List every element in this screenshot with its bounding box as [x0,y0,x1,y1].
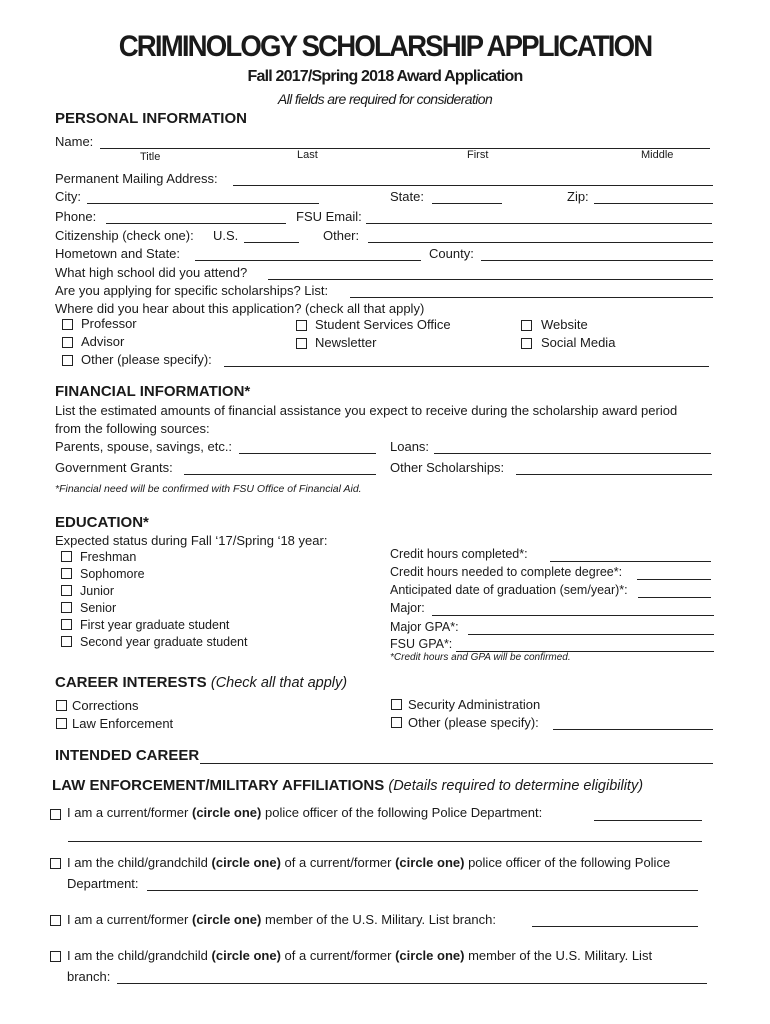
affiliation-1-line-2 [68,841,702,842]
highschool-label: What high school did you attend? [55,265,248,280]
affiliation-3-input[interactable] [532,912,698,926]
affiliation-2-text [67,855,670,870]
status-junior-checkbox[interactable] [61,585,72,596]
career-other-checkbox[interactable] [391,717,402,728]
status-senior-checkbox[interactable] [61,602,72,613]
career-heading-note: (Check all that apply) [210,675,348,691]
career-law-enforcement-checkbox[interactable] [56,718,67,729]
intended-career-input[interactable] [200,748,713,762]
city-input[interactable] [87,189,319,203]
status-second-grad-label: Second year graduate student [80,635,248,649]
loans-label: Loans: [390,439,430,454]
education-footnote: *Credit hours and GPA will be confirmed. [390,652,571,663]
affiliation-4-checkbox[interactable] [50,951,61,962]
name-input[interactable] [100,134,710,148]
city-line [87,203,319,204]
scholarships-line [350,297,713,298]
government-input[interactable] [184,460,376,474]
government-label: Government Grants: [55,460,173,475]
hometown-label: Hometown and State: [55,246,181,261]
career-security-checkbox[interactable] [391,699,402,710]
career-corrections-checkbox[interactable] [56,700,67,711]
other-scholarships-input[interactable] [516,460,712,474]
credit-completed-line [550,561,711,562]
financial-footnote: *Financial need will be confirmed with FSU Office of Financial Aid. [55,483,362,495]
citizenship-us-input[interactable] [244,228,299,242]
citizenship-other-input[interactable] [368,228,713,242]
status-first-grad-checkbox[interactable] [61,619,72,630]
name-label: Name: [55,134,94,149]
education-heading: EDUCATION* [55,514,149,531]
hear-advisor-checkbox[interactable] [62,337,73,348]
intended-career-line [200,763,713,764]
intended-career-heading: INTENDED CAREER [55,747,200,764]
credit-completed-label: Credit hours completed*: [390,547,528,561]
citizenship-other-label: Other: [323,228,360,243]
parents-label: Parents, spouse, savings, etc.: [55,439,233,454]
affiliations-heading-row [52,777,643,794]
loans-line [434,453,711,454]
county-label: County: [429,246,474,261]
status-label: Expected status during Fall ‘17/Spring ‘18 year: [55,533,328,548]
name-middle-caption: Middle [641,149,674,161]
affiliation-3-circle-one: (circle one) [192,912,262,927]
career-corrections-label: Corrections [72,698,139,713]
hear-label: Where did you hear about this application? (check all that apply) [55,301,425,316]
hear-website-label: Website [541,317,588,332]
citizenship-us-label: U.S. [213,228,239,243]
affiliation-4-circle-one-b: (circle one) [395,948,465,963]
parents-line [239,453,376,454]
other-scholarships-line [516,474,712,475]
state-input[interactable] [432,189,502,203]
status-junior-label: Junior [80,584,115,598]
credit-needed-label: Credit hours needed to complete degree*: [390,565,623,579]
scholarships-input[interactable] [350,283,713,297]
affiliation-3-line [532,926,698,927]
affiliation-3-checkbox[interactable] [50,915,61,926]
zip-line [594,203,713,204]
hear-newsletter-label: Newsletter [315,335,377,350]
affiliation-4-part-b: of a current/former [284,948,392,963]
career-other-label: Other (please specify): [408,715,539,730]
status-freshman-label: Freshman [80,550,137,564]
mailing-label: Permanent Mailing Address: [55,171,218,186]
personal-heading: PERSONAL INFORMATION [55,110,247,127]
hear-social-media-label: Social Media [541,335,616,350]
phone-line [106,223,286,224]
affiliation-2-input[interactable] [147,876,698,890]
status-sophomore-checkbox[interactable] [61,568,72,579]
other-scholarships-label: Other Scholarships: [390,460,505,475]
highschool-line [268,279,713,280]
affiliation-2-part-c: police officer of the following Police [468,855,671,870]
email-line [366,223,712,224]
name-line [100,148,710,149]
zip-input[interactable] [594,189,713,203]
government-line [184,474,376,475]
hear-social-media-checkbox[interactable] [521,338,532,349]
hear-other-checkbox[interactable] [62,355,73,366]
graduation-label: Anticipated date of graduation (sem/year)*: [390,583,628,597]
scholarships-label: Are you applying for specific scholarships? List: [55,283,329,298]
status-senior-label: Senior [80,601,117,615]
highschool-input[interactable] [268,265,713,279]
financial-desc-line1: List the estimated amounts of financial assistance you expect to receive during the scholarship award period [55,403,678,418]
hometown-line [195,260,421,261]
city-label: City: [55,189,81,204]
status-freshman-checkbox[interactable] [61,551,72,562]
affiliation-1-input[interactable] [594,806,702,820]
affiliation-4-part-a: I am the child/grandchild [67,948,208,963]
affiliation-4-circle-one-a: (circle one) [211,948,281,963]
email-label: FSU Email: [296,209,362,224]
hear-website-checkbox[interactable] [521,320,532,331]
status-sophomore-label: Sophomore [80,567,145,581]
affiliation-3-part-a: I am a current/former [67,912,189,927]
name-title-caption: Title [140,151,161,163]
financial-desc-line2: from the following sources: [55,421,210,436]
phone-input[interactable] [106,209,286,223]
phone-label: Phone: [55,209,97,224]
citizenship-other-line [368,242,713,243]
major-input[interactable] [432,601,714,615]
fsu-gpa-input[interactable] [456,637,714,651]
career-other-line [553,729,713,730]
mailing-line [233,185,713,186]
affiliation-1-part-a: I am a current/former [67,805,189,820]
major-line [432,615,714,616]
citizenship-label: Citizenship (check one): [55,228,194,243]
affiliations-heading-note: (Details required to determine eligibility) [388,778,644,794]
email-input[interactable] [366,209,712,223]
affiliation-3-text [67,912,496,927]
parents-input[interactable] [239,439,376,453]
affiliation-4-text [67,948,652,963]
name-first-caption: First [467,149,489,161]
affiliation-1-part-b: police officer of the following Police Department: [264,805,543,820]
state-line [432,203,502,204]
hometown-input[interactable] [195,246,421,260]
major-gpa-line [468,634,714,635]
major-label: Major: [390,601,425,615]
affiliation-2-circle-one-a: (circle one) [211,855,281,870]
hear-student-services-checkbox[interactable] [296,320,307,331]
mailing-input[interactable] [233,171,713,185]
hear-advisor-label: Advisor [81,334,125,349]
affiliation-1-checkbox[interactable] [50,809,61,820]
affiliation-1-circle-one: (circle one) [192,805,262,820]
hear-newsletter-checkbox[interactable] [296,338,307,349]
page-subtitle: Fall 2017/Spring 2018 Award Application [247,68,523,85]
hear-other-input[interactable] [224,352,709,366]
affiliation-4-part-c: member of the U.S. Military. List [468,948,653,963]
state-label: State: [390,189,424,204]
financial-heading: FINANCIAL INFORMATION* [55,383,251,400]
affiliation-2-circle-one-b: (circle one) [395,855,465,870]
county-input[interactable] [481,246,713,260]
loans-input[interactable] [434,439,711,453]
major-gpa-input[interactable] [468,620,714,634]
county-line [481,260,713,261]
status-second-grad-checkbox[interactable] [61,636,72,647]
affiliation-2-line [147,890,698,891]
affiliation-1-line [594,820,702,821]
zip-label: Zip: [567,189,589,204]
hear-student-services-label: Student Services Office [315,317,451,332]
status-first-grad-label: First year graduate student [80,618,230,632]
affiliation-1-input-2[interactable] [68,827,702,841]
affiliation-4-input[interactable] [117,969,707,983]
affiliation-2-checkbox[interactable] [50,858,61,869]
career-law-enforcement-label: Law Enforcement [72,716,174,731]
affiliation-4-branch-label: branch: [67,969,111,984]
affiliations-heading: LAW ENFORCEMENT/MILITARY AFFILIATIONS [52,777,385,794]
affiliation-2-department-label: Department: [67,876,139,891]
credit-needed-line [637,579,711,580]
career-heading-row [55,674,347,691]
required-note: All fields are required for consideration [277,91,493,107]
graduation-input[interactable] [638,583,711,597]
fsu-gpa-label: FSU GPA*: [390,637,453,651]
credit-needed-input[interactable] [637,565,711,579]
hear-professor-checkbox[interactable] [62,319,73,330]
hear-professor-label: Professor [81,316,137,331]
name-last-caption: Last [297,149,318,161]
affiliation-4-line [117,983,707,984]
affiliation-1-text [67,805,542,820]
affiliation-3-part-b: member of the U.S. Military. List branch: [264,912,496,927]
career-heading: CAREER INTERESTS [55,674,207,691]
affiliation-2-part-a: I am the child/grandchild [67,855,208,870]
hear-other-line [224,366,709,367]
affiliation-2-part-b: of a current/former [284,855,392,870]
citizenship-us-line [244,242,299,243]
career-security-label: Security Administration [408,697,541,712]
career-other-input[interactable] [553,715,713,729]
graduation-line [638,597,711,598]
hear-other-label: Other (please specify): [81,352,212,367]
credit-completed-input[interactable] [550,547,711,561]
page-title: CRIMINOLOGY SCHOLARSHIP APPLICATION [118,30,652,63]
major-gpa-label: Major GPA*: [390,620,459,634]
